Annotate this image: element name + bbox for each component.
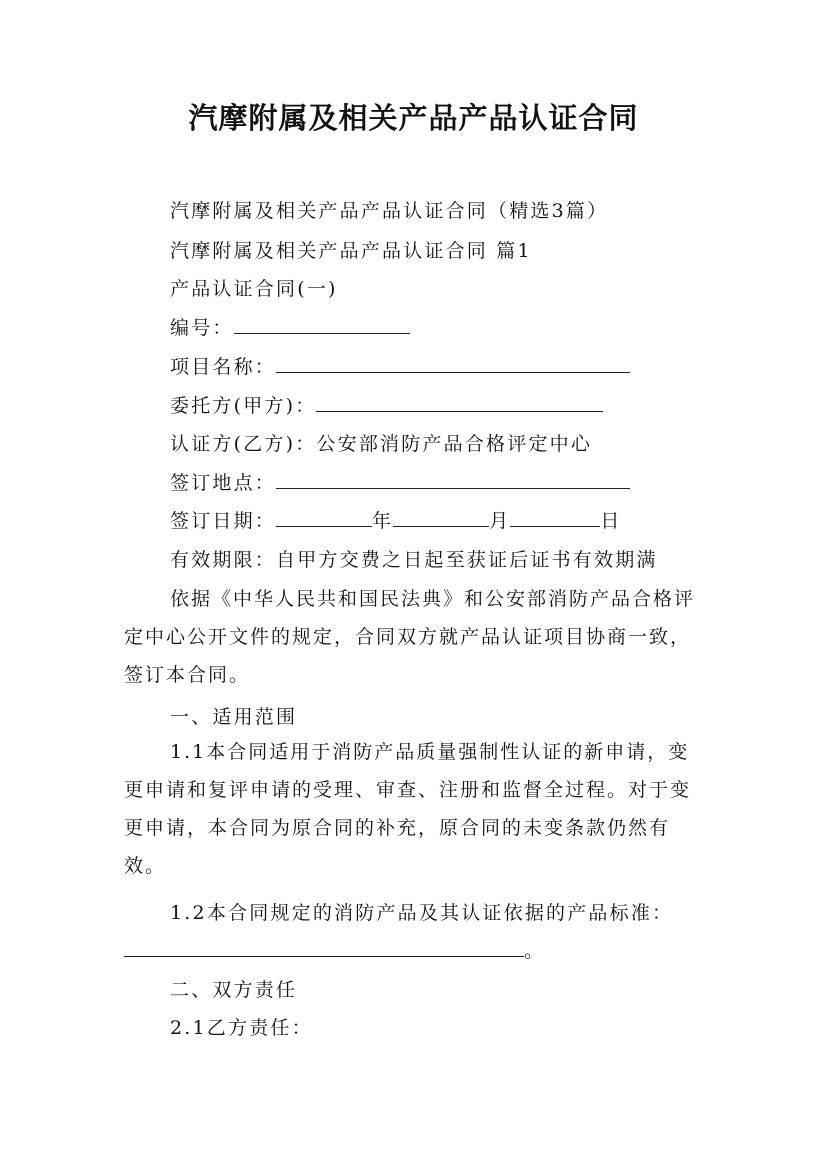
clause-1-2-end: 。 [524, 940, 546, 962]
clause-1-2: 1.2本合同规定的消防产品及其认证依据的产品标准： [170, 902, 674, 924]
section-1-heading: 一、适用范围 [170, 706, 298, 728]
day-blank [510, 508, 600, 527]
place-label: 签订地点： [170, 472, 277, 494]
number-label: 编号： [170, 317, 234, 339]
date-row [170, 508, 622, 534]
article-heading: 汽摩附属及相关产品产品认证合同 篇1 [170, 240, 532, 262]
party-b-row: 认证方(乙方)：公安部消防产品合格评定中心 [170, 433, 593, 455]
party-a-blank [316, 393, 603, 412]
year-label: 年 [372, 510, 394, 532]
number-blank [234, 315, 410, 334]
day-label: 日 [600, 510, 622, 532]
party-a-label: 委托方(甲方)： [170, 395, 317, 417]
clause-1-1: 1.1本合同适用于消防产品质量强制性认证的新申请，变更申请和复评申请的受理、审查、注册和监督全过程。对于变更申请，本合同为原合同的补充，原合同的未变条款仍然有效。 [124, 741, 692, 877]
intro-paragraph: 依据《中华人民共和国民法典》和公安部消防产品合格评定中心公开文件的规定，合同双方就产品认证项目协商一致，签订本合同。 [124, 588, 696, 686]
project-label: 项目名称： [170, 356, 277, 378]
document-subtitle: 汽摩附属及相关产品产品认证合同（精选3篇） [170, 200, 609, 222]
clause-2-1: 2.1乙方责任： [170, 1017, 313, 1039]
section-2-heading: 二、双方责任 [170, 979, 298, 1001]
place-blank [276, 470, 630, 489]
standard-blank [124, 938, 524, 957]
date-label: 签订日期： [170, 510, 277, 532]
month-blank [393, 508, 489, 527]
year-blank [276, 508, 372, 527]
place-row [170, 470, 630, 496]
clause-1-2-blank-row [124, 938, 545, 964]
party-a-row [170, 393, 603, 419]
validity-row: 有效期限：自甲方交费之日起至获证后证书有效期满 [170, 549, 658, 571]
number-field-row [170, 315, 410, 341]
project-field-row [170, 354, 630, 380]
month-label: 月 [489, 510, 511, 532]
project-blank [276, 354, 630, 373]
document-title: 汽摩附属及相关产品产品认证合同 [188, 101, 639, 135]
contract-heading: 产品认证合同(一) [170, 278, 338, 300]
